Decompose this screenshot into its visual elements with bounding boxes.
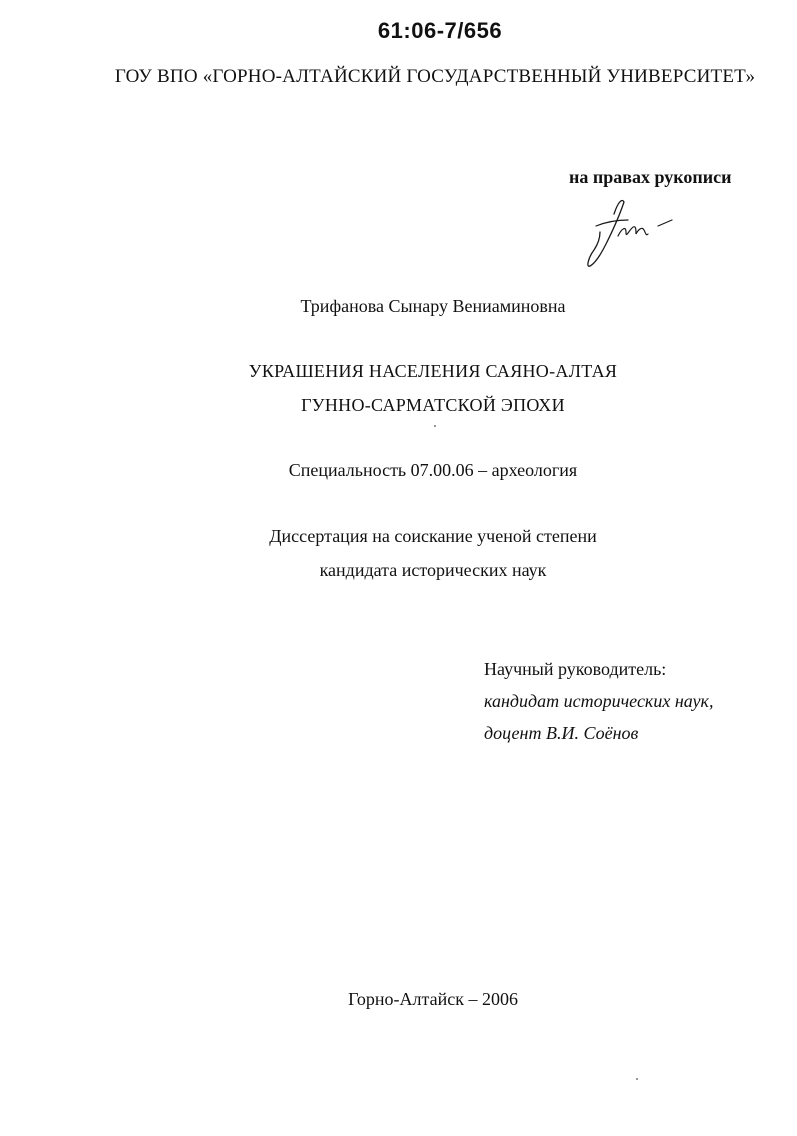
dissertation-title-line-1: УКРАШЕНИЯ НАСЕЛЕНИЯ САЯНО-АЛТАЯ xyxy=(248,361,618,381)
institution-name: ГОУ ВПО «ГОРНО-АЛТАЙСКИЙ ГОСУДАРСТВЕННЫЙ УНИВЕРСИТЕТ» xyxy=(114,66,756,87)
supervisor-label: Научный руководитель: xyxy=(484,659,667,679)
degree-statement-line-2: кандидата исторических наук xyxy=(319,560,547,580)
manuscript-note: на правах рукописи xyxy=(569,167,732,187)
author-name: Трифанова Сынару Вениаминовна xyxy=(300,296,566,316)
handwritten-signature xyxy=(584,192,680,272)
specialty: Специальность 07.00.06 – археология xyxy=(288,460,578,480)
scan-speck xyxy=(434,425,436,427)
place-and-year: Горно-Алтайск – 2006 xyxy=(348,989,518,1009)
degree-statement-line-1: Диссертация на соискание ученой степени xyxy=(269,526,597,546)
supervisor-name: доцент В.И. Соёнов xyxy=(484,723,639,743)
scan-speck xyxy=(636,1078,638,1080)
catalog-code: 61:06-7/656 xyxy=(377,18,503,43)
supervisor-degree: кандидат исторических наук, xyxy=(484,691,714,711)
dissertation-title-line-2: ГУННО-САРМАТСКОЙ ЭПОХИ xyxy=(301,395,565,415)
